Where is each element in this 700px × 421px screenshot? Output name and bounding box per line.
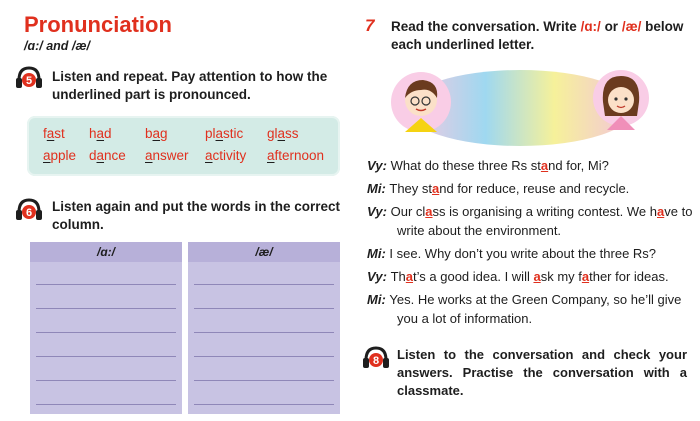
answer-line[interactable] <box>36 284 176 285</box>
svg-text:5: 5 <box>25 75 33 87</box>
answer-line[interactable] <box>194 380 334 381</box>
headphones-icon[interactable] <box>14 196 44 222</box>
speaker-label: Mi: <box>367 181 390 196</box>
underlined-letter: a <box>657 204 665 219</box>
underlined-letter: a <box>540 158 549 173</box>
task7-text-c: below each underlined letter. <box>391 19 684 52</box>
column-a-long <box>30 242 182 414</box>
task7-number: 7 <box>365 16 375 35</box>
speaker-label: Vy: <box>367 158 391 173</box>
word-item: bag <box>145 126 168 141</box>
task6-instruction: Listen again and put the words in the correct column. <box>52 199 341 232</box>
word-item: activity <box>205 148 247 163</box>
column-ae <box>188 242 340 414</box>
headphones-icon[interactable] <box>14 64 44 90</box>
word-item: apple <box>43 148 77 163</box>
answer-line[interactable] <box>194 356 334 357</box>
dialog-line: Mi: I see. Why don’t you write about the three Rs? <box>367 246 657 261</box>
task5-instruction: Listen and repeat. Pay attention to how the underlined part is pronounced. <box>52 69 328 102</box>
conversation <box>367 156 695 332</box>
answer-line[interactable] <box>194 308 334 309</box>
underlined-letter: a <box>405 269 414 284</box>
dialog-line: Mi: They stand for reduce, reuse and recycle. <box>367 181 630 196</box>
word-item: dance <box>89 148 126 163</box>
task7-text-a: Read the conversation. Write <box>391 19 581 34</box>
dialog-line: Mi: Yes. He works at the Green Company, so he’ll give you a lot of information. <box>367 292 682 326</box>
task8-instruction: Listen to the conversation and check your answers. Practise the conversation with a classmate. <box>397 347 687 398</box>
word-item: fast <box>43 126 65 141</box>
underlined-letter: a <box>432 181 440 196</box>
headphones-icon[interactable] <box>361 344 391 370</box>
answer-line[interactable] <box>36 308 176 309</box>
speaker-label: Vy: <box>367 204 391 219</box>
underlined-letter: a <box>581 269 590 284</box>
word-item: had <box>89 126 112 141</box>
section-subtitle: /ɑ:/ and /æ/ <box>24 39 90 53</box>
answer-line[interactable] <box>194 404 334 405</box>
column-header: /æ/ <box>188 242 340 262</box>
word-item: answer <box>145 148 189 163</box>
answer-line[interactable] <box>194 332 334 333</box>
dialog-line: Vy: What do these three Rs stand for, Mi? <box>367 158 609 173</box>
answer-line[interactable] <box>36 356 176 357</box>
speaker-label: Vy: <box>367 269 391 284</box>
svg-text:8: 8 <box>372 355 380 367</box>
sort-table <box>30 242 340 414</box>
word-item: glass <box>267 126 299 141</box>
answer-line[interactable] <box>194 284 334 285</box>
speaker-label: Mi: <box>367 292 390 307</box>
svg-text:6: 6 <box>25 207 33 219</box>
task7-symbol-1: /ɑ:/ <box>580 19 601 34</box>
speaker-label: Mi: <box>367 246 390 261</box>
word-item: afternoon <box>267 148 325 163</box>
section-title: Pronunciation <box>24 12 172 37</box>
right-column <box>355 0 700 421</box>
word-box <box>27 116 340 176</box>
word-item: plastic <box>205 126 244 141</box>
task7-text-b: or <box>600 19 622 34</box>
task7-instruction <box>391 18 691 54</box>
answer-line[interactable] <box>36 404 176 405</box>
task7-symbol-2: /æ/ <box>621 19 642 34</box>
column-header: /ɑ:/ <box>30 242 182 262</box>
answer-line[interactable] <box>36 380 176 381</box>
conversation-illustration <box>385 58 655 154</box>
dialog-line: Vy: That’s a good idea. I will ask my father for ideas. <box>367 269 669 284</box>
underlined-letter: a <box>533 269 541 284</box>
answer-line[interactable] <box>36 332 176 333</box>
dialog-line: Vy: Our class is organising a writing contest. We have to write about the environment. <box>367 204 693 238</box>
underlined-letter: a <box>425 204 433 219</box>
